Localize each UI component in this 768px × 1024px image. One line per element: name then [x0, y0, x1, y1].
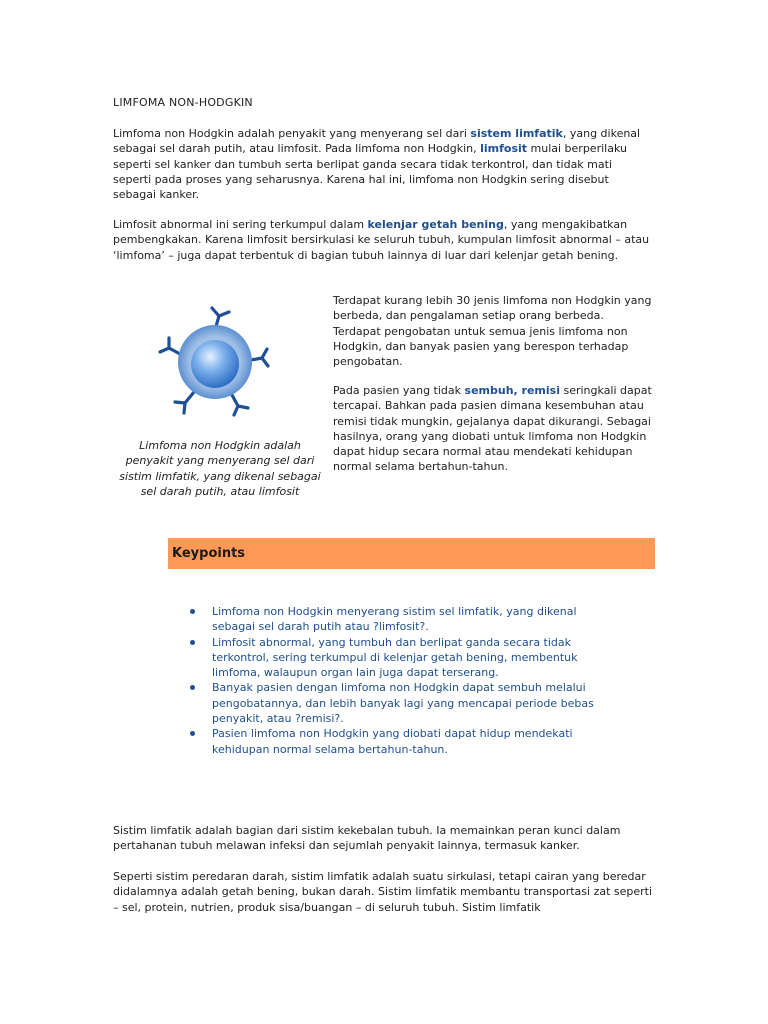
link-limfosit[interactable]: limfosit — [480, 142, 528, 156]
lymphatic-system-paragraph: Sistim limfatik adalah bagian dari sistim kekebalan tubuh. Ia memainkan peran kunci dalam pertahanan tubuh melawan infeksi dan sejumlah penyakit lainnya, termasuk kanker. — [113, 824, 621, 853]
second-paragraph — [113, 217, 653, 263]
bullet-icon — [190, 640, 195, 645]
keypoint-text: Limfoma non Hodgkin menyerang sistim sel limfatik, yang dikenal sebagai sel darah putih atau ?limfosit?. — [212, 605, 577, 634]
link-separator: , — [513, 384, 522, 397]
intro-text-c: mulai berperilaku seperti sel kanker dan tumbuh serta berlipat ganda secara tidak terkontrol, dan tidak mati seperti pada proses yang seharusnya. Karena hal ini, limfoma non Hodgkin sering disebut sebagai kanker. — [113, 142, 627, 202]
keypoint-text: Banyak pasien dengan limfoma non Hodgkin dapat sembuh melalui pengobatannya, dan lebih banyak lagi yang mencapai periode bebas penyakit, atau ?remisi?. — [212, 681, 594, 726]
image-caption: Limfoma non Hodgkin adalah penyakit yang menyerang sel dari sistim limfatik, yang dikenal sebagai sel darah putih, atau limfosit — [119, 439, 321, 498]
lymphocyte-illustration — [150, 302, 280, 432]
bullet-icon — [190, 731, 195, 736]
circulation-paragraph: Seperti sistim peredaran darah, sistim limfatik adalah suatu sirkulasi, tetapi cairan yang beredar didalamnya adalah getah bening, bukan darah. Sistim limfatik membantu transportasi zat seperti – sel, protein, nutrien, produk sisa/buangan – di seluruh tubuh. Sistim limfatik — [113, 870, 653, 914]
remission-paragraph — [333, 383, 653, 475]
link-remisi[interactable]: remisi — [521, 384, 560, 397]
second-text-a: Limfosit abnormal ini sering terkumpul dalam — [113, 218, 368, 231]
keypoints-list — [190, 604, 610, 757]
intro-text-b: , yang dikenal sebagai sel darah putih, atau limfosit. Pada limfoma non Hodgkin, — [113, 127, 641, 156]
remission-text-b: seringkali dapat tercapai. Bahkan pada pasien dimana kesembuhan atau remisi tidak mungkin, gejalanya dapat dikurangi. Sebagai hasilnya, orang yang diobati untuk limfoma non Hodgkin dapat hidup secara normal atau mendekati kehidupan normal selama bertahun-tahun. — [333, 384, 652, 474]
remission-text-a: Pada pasien yang tidak — [333, 384, 465, 397]
list-item — [190, 726, 610, 757]
second-text-b: , yang mengakibatkan pembengkakan. Karena limfosit bersirkulasi ke seluruh tubuh, kumpulan limfosit abnormal – atau ‘limfoma’ – juga dapat terbentuk di bagian tubuh lainnya di luar dari kelenjar getah bening. — [113, 218, 650, 262]
bullet-icon — [190, 609, 195, 614]
keypoint-text: Limfosit abnormal, yang tumbuh dan berlipat ganda secara tidak terkontrol, sering terkumpul di kelenjar getah bening, membentuk limfoma, walaupun organ lain juga dapat terserang. — [212, 635, 578, 680]
list-item — [190, 680, 610, 726]
link-kelenjar-getah-bening[interactable]: kelenjar getah bening — [367, 218, 504, 231]
types-paragraph: Terdapat kurang lebih 30 jenis limfoma non Hodgkin yang berbeda, dan pengalaman setiap orang berbeda. Terdapat pengobatan untuk semua jenis limfoma non Hodgkin, dan banyak pasien yang berespon terhadap pengobatan. — [333, 294, 652, 369]
keypoints-header — [168, 538, 655, 569]
cell-nucleus — [191, 340, 239, 388]
intro-paragraph — [113, 126, 653, 202]
link-sistem-limfatik[interactable]: sistem limfatik — [470, 127, 563, 140]
list-item — [190, 635, 610, 681]
link-sembuh[interactable]: sembuh — [464, 384, 514, 397]
list-item — [190, 604, 610, 635]
page-title: LIMFOMA NON-HODGKIN — [113, 96, 253, 109]
keypoint-text: Pasien limfoma non Hodgkin yang diobati dapat hidup mendekati kehidupan normal selama bertahun-tahun. — [212, 727, 573, 756]
keypoints-heading: Keypoints — [172, 546, 246, 561]
bullet-icon — [190, 685, 195, 690]
intro-text-a: Limfoma non Hodgkin adalah penyakit yang menyerang sel dari — [113, 127, 471, 140]
